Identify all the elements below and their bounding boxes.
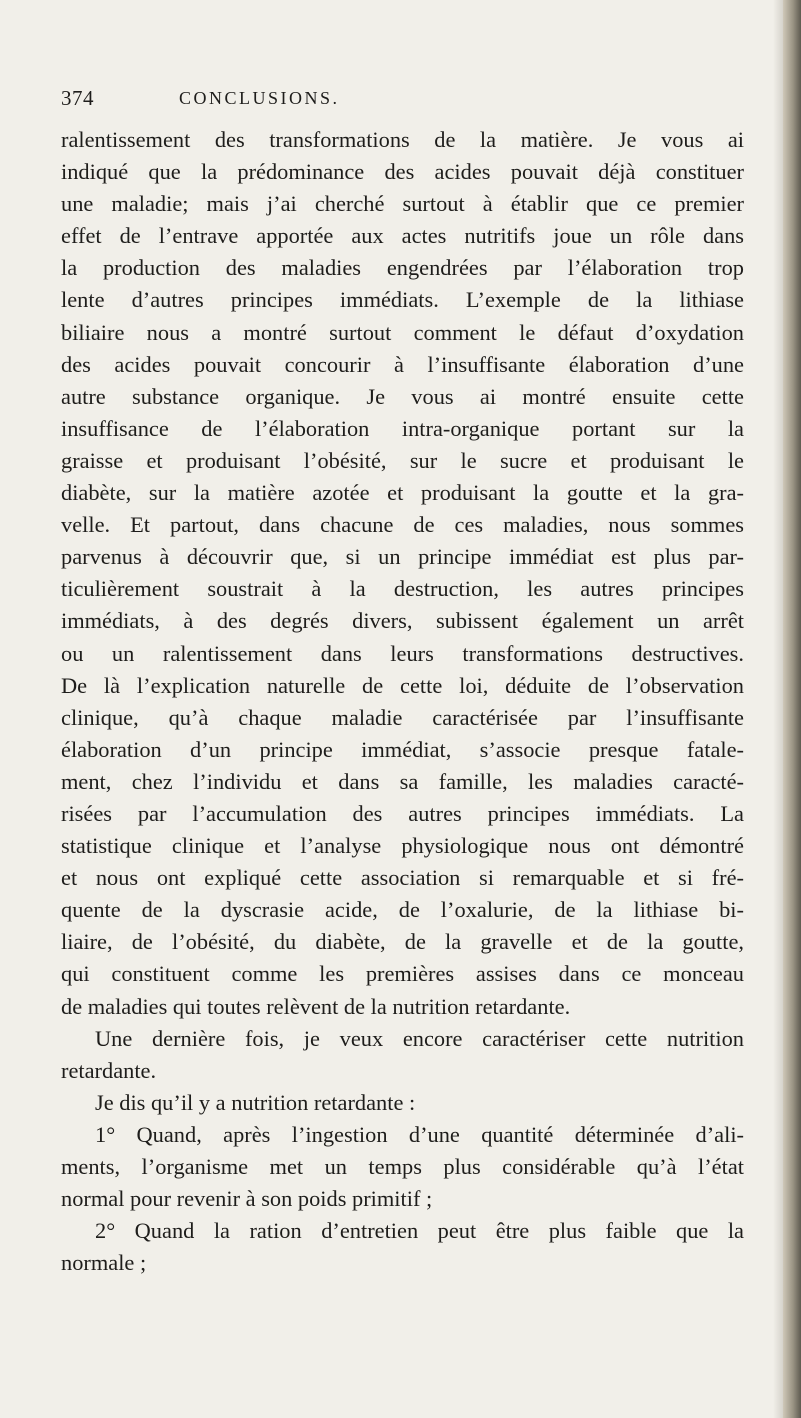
text-line: statistique clinique et l’analyse physiologique nous ont démontré bbox=[61, 833, 744, 859]
text-line: élaboration d’un principe immédiat, s’associe presque fatale- bbox=[61, 736, 744, 762]
text-line: normale ; bbox=[61, 1250, 147, 1276]
text-line: autre substance organique. Je vous ai montré ensuite cette bbox=[61, 383, 744, 409]
page-number: 374 bbox=[61, 86, 94, 110]
text-line: une maladie; mais j’ai cherché surtout à établir que ce premier bbox=[61, 191, 744, 217]
text-line: effet de l’entrave apportée aux actes nutritifs joue un rôle dans bbox=[61, 223, 744, 249]
text-line: immédiats, à des degrés divers, subissent également un arrêt bbox=[61, 608, 744, 634]
text-line: des acides pouvait concourir à l’insuffisante élaboration d’une bbox=[61, 351, 744, 377]
text-line: indiqué que la prédominance des acides pouvait déjà constituer bbox=[61, 159, 744, 185]
text-line: ralentissement des transformations de la matière. Je vous ai bbox=[61, 127, 744, 152]
page-edge bbox=[783, 0, 801, 1418]
text-line: velle. Et partout, dans chacune de ces maladies, nous sommes bbox=[61, 512, 744, 538]
text-line: la production des maladies engendrées par l’élaboration trop bbox=[61, 255, 744, 281]
text-line: biliaire nous a montré surtout comment le défaut d’oxydation bbox=[61, 319, 744, 345]
text-line: normal pour revenir à son poids primitif ; bbox=[61, 1186, 433, 1212]
text-line: diabète, sur la matière azotée et produisant la goutte et la gra- bbox=[61, 480, 744, 506]
text-line: ments, l’organisme met un temps plus considérable qu’à l’état bbox=[61, 1154, 744, 1179]
text-line: lente d’autres principes immédiats. L’exemple de la lithiase bbox=[61, 287, 744, 313]
text-line: quente de la dyscrasie acide, de l’oxalurie, de la lithiase bi- bbox=[61, 897, 744, 923]
text-line: Je dis qu’il y a nutrition retardante : bbox=[95, 1089, 416, 1115]
text-line: ticulièrement soustrait à la destruction, les autres principes bbox=[61, 576, 744, 602]
text-line: retardante. bbox=[61, 1057, 157, 1083]
text-line: qui constituent comme les premières assises dans ce monceau bbox=[61, 961, 744, 987]
text-line: Une dernière fois, je veux encore caractériser cette nutrition bbox=[95, 1025, 744, 1051]
body-text bbox=[61, 124, 744, 1279]
text-line: graisse et produisant l’obésité, sur le sucre et produisant le bbox=[61, 447, 744, 473]
text-line: clinique, qu’à chaque maladie caractérisée par l’insuffisante bbox=[61, 704, 744, 730]
text-line: liaire, de l’obésité, du diabète, de la gravelle et de la goutte, bbox=[61, 929, 744, 955]
text-line: risées par l’accumulation des autres principes immédiats. La bbox=[61, 800, 744, 826]
text-line: 1° Quand, après l’ingestion d’une quantité déterminée d’ali- bbox=[95, 1121, 744, 1147]
running-title: CONCLUSIONS. bbox=[179, 88, 340, 108]
text-line: 2° Quand la ration d’entretien peut être plus faible que la bbox=[95, 1218, 744, 1244]
text-line: et nous ont expliqué cette association si remarquable et si fré- bbox=[61, 865, 744, 891]
page-header bbox=[61, 86, 744, 120]
text-line: de maladies qui toutes relèvent de la nutrition retardante. bbox=[61, 993, 571, 1019]
text-line: ou un ralentissement dans leurs transformations destructives. bbox=[61, 640, 744, 666]
text-line: insuffisance de l’élaboration intra-organique portant sur la bbox=[61, 415, 744, 441]
text-line: parvenus à découvrir que, si un principe immédiat est plus par- bbox=[61, 544, 744, 570]
text-line: ment, chez l’individu et dans sa famille, les maladies caracté- bbox=[61, 768, 744, 794]
text-line: De là l’explication naturelle de cette loi, déduite de l’observation bbox=[61, 672, 744, 698]
page-gutter-shadow bbox=[773, 0, 783, 1418]
